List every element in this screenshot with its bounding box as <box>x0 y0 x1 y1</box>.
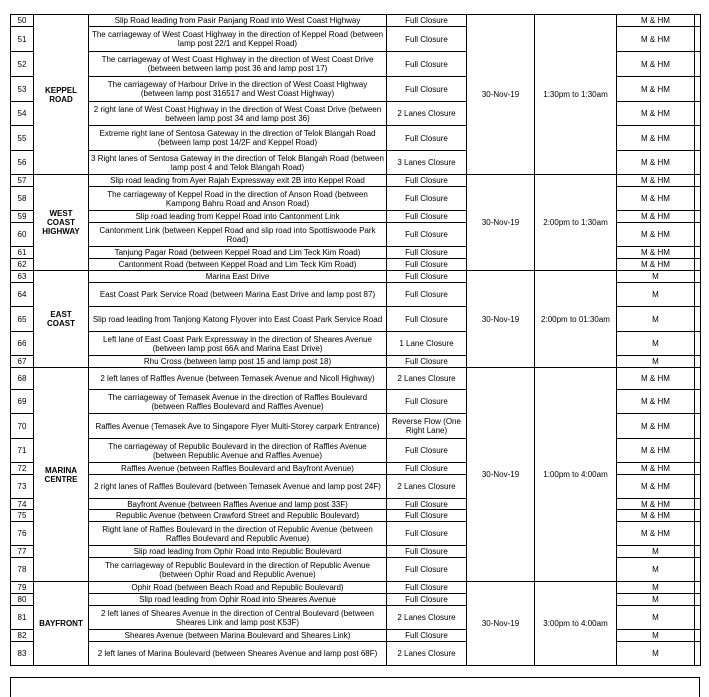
road-description: Raffles Avenue (between Raffles Boulevard and Bayfront Avenue) <box>89 463 387 475</box>
road-description: 2 left lanes of Marina Boulevard (between Sheares Avenue and lamp post 68F) <box>89 642 387 666</box>
row-number: 52 <box>11 52 34 77</box>
closure-time: 3:00pm to 4:00am <box>535 582 617 666</box>
road-description: Ophir Road (between Beach Road and Republic Boulevard) <box>89 582 387 594</box>
road-description: Rhu Cross (between lamp post 15 and lamp post 18) <box>89 356 387 368</box>
next-table-edge <box>10 677 700 697</box>
remarks: M & HM <box>617 211 695 223</box>
table-row <box>11 582 701 594</box>
row-number: 56 <box>11 151 34 175</box>
road-description: 2 right lane of West Coast Highway in the direction of West Coast Drive (between between lamp post 34 and lamp post 36) <box>89 102 387 126</box>
blank-cell <box>695 463 701 475</box>
road-description: Tanjung Pagar Road (between Keppel Road and Lim Teck Kim Road) <box>89 247 387 259</box>
blank-cell <box>695 582 701 594</box>
closure-type: Full Closure <box>387 582 467 594</box>
row-number: 64 <box>11 283 34 307</box>
row-number: 57 <box>11 175 34 187</box>
closure-date: 30-Nov-19 <box>467 582 535 666</box>
road-description: Extreme right lane of Sentosa Gateway in the direction of Telok Blangah Road (between lamp post 14/2F and Keppel Road) <box>89 126 387 151</box>
remarks: M & HM <box>617 522 695 546</box>
closure-type: Full Closure <box>387 630 467 642</box>
closure-type: 2 Lanes Closure <box>387 642 467 666</box>
road-description: Republic Avenue (between Crawford Street and Republic Boulevard) <box>89 510 387 522</box>
blank-cell <box>695 52 701 77</box>
blank-cell <box>695 390 701 414</box>
blank-cell <box>695 151 701 175</box>
road-description: The carriageway of Republic Boulevard in the direction of Raffles Avenue (between Republic Avenue and Raffles Avenue) <box>89 439 387 463</box>
remarks: M & HM <box>617 475 695 499</box>
road-description: The carriageway of West Coast Highway in the direction of West Coast Drive (between between lamp post 36 and lamp post 17) <box>89 52 387 77</box>
blank-cell <box>695 247 701 259</box>
closure-type: Full Closure <box>387 390 467 414</box>
row-number: 59 <box>11 211 34 223</box>
closure-type: Full Closure <box>387 307 467 332</box>
area-name: EAST COAST <box>34 271 89 368</box>
remarks: M & HM <box>617 27 695 52</box>
remarks: M & HM <box>617 77 695 102</box>
closure-type: Full Closure <box>387 187 467 211</box>
road-description: Sheares Avenue (between Marina Boulevard and Sheares Link) <box>89 630 387 642</box>
remarks: M & HM <box>617 187 695 211</box>
remarks: M <box>617 630 695 642</box>
road-description: Raffles Avenue (Temasek Ave to Singapore Flyer Multi-Storey carpark Entrance) <box>89 414 387 439</box>
blank-cell <box>695 414 701 439</box>
road-description: Cantonment Road (between Keppel Road and Lim Teck Kim Road) <box>89 259 387 271</box>
blank-cell <box>695 187 701 211</box>
remarks: M & HM <box>617 390 695 414</box>
blank-cell <box>695 15 701 27</box>
remarks: M & HM <box>617 102 695 126</box>
closure-time: 2:00pm to 1:30am <box>535 175 617 271</box>
row-number: 51 <box>11 27 34 52</box>
row-number: 66 <box>11 332 34 356</box>
blank-cell <box>695 368 701 390</box>
closure-type: Full Closure <box>387 247 467 259</box>
remarks: M <box>617 332 695 356</box>
row-number: 78 <box>11 558 34 582</box>
remarks: M & HM <box>617 259 695 271</box>
area-name: BAYFRONT <box>34 582 89 666</box>
blank-cell <box>695 558 701 582</box>
table-row <box>11 368 701 390</box>
table-body <box>11 15 701 666</box>
blank-cell <box>695 77 701 102</box>
blank-cell <box>695 332 701 356</box>
row-number: 55 <box>11 126 34 151</box>
closure-type: Full Closure <box>387 77 467 102</box>
blank-cell <box>695 356 701 368</box>
blank-cell <box>695 175 701 187</box>
row-number: 74 <box>11 499 34 510</box>
closure-type: Full Closure <box>387 439 467 463</box>
closure-type: 2 Lanes Closure <box>387 102 467 126</box>
closure-type: 1 Lane Closure <box>387 332 467 356</box>
blank-cell <box>695 307 701 332</box>
closure-type: Full Closure <box>387 126 467 151</box>
remarks: M <box>617 606 695 630</box>
closure-type: Full Closure <box>387 522 467 546</box>
row-number: 71 <box>11 439 34 463</box>
road-description: The carriageway of Temasek Avenue in the direction of Raffles Boulevard (between Raffles Boulevard and Raffles Avenue) <box>89 390 387 414</box>
blank-cell <box>695 499 701 510</box>
remarks: M & HM <box>617 439 695 463</box>
remarks: M <box>617 546 695 558</box>
row-number: 54 <box>11 102 34 126</box>
row-number: 77 <box>11 546 34 558</box>
row-number: 81 <box>11 606 34 630</box>
road-description: Cantonment Link (between Keppel Road and slip road into Spottiswoode Park Road) <box>89 223 387 247</box>
remarks: M <box>617 642 695 666</box>
road-description: East Coast Park Service Road (between Marina East Drive and lamp post 87) <box>89 283 387 307</box>
road-description: The carriageway of Republic Boulevard in the direction of Republic Avenue (between Ophir Road and Republic Avenue) <box>89 558 387 582</box>
road-description: Marina East Drive <box>89 271 387 283</box>
closure-date: 30-Nov-19 <box>467 368 535 582</box>
closure-type: Full Closure <box>387 546 467 558</box>
remarks: M & HM <box>617 52 695 77</box>
closure-type: Full Closure <box>387 175 467 187</box>
road-description: 2 left lanes of Sheares Avenue in the direction of Central Boulevard (between Sheares Link and lamp post K53F) <box>89 606 387 630</box>
closure-type: Full Closure <box>387 15 467 27</box>
road-description: Bayfront Avenue (between Raffles Avenue and lamp post 33F) <box>89 499 387 510</box>
blank-cell <box>695 439 701 463</box>
row-number: 60 <box>11 223 34 247</box>
blank-cell <box>695 27 701 52</box>
closure-type: Full Closure <box>387 594 467 606</box>
road-description: 2 right lanes of Raffles Boulevard (between Temasek Avenue and lamp post 24F) <box>89 475 387 499</box>
row-number: 70 <box>11 414 34 439</box>
closure-type: Full Closure <box>387 499 467 510</box>
road-description: The carriageway of Harbour Drive in the direction of West Coast Highway (between lamp post 316517 and West Coast Highway) <box>89 77 387 102</box>
blank-cell <box>695 259 701 271</box>
road-description: Left lane of East Coast Park Expressway in the direction of Sheares Avenue (between lamp post 66A and Marina East Drive) <box>89 332 387 356</box>
row-number: 73 <box>11 475 34 499</box>
closure-type: Full Closure <box>387 27 467 52</box>
closure-date: 30-Nov-19 <box>467 271 535 368</box>
closure-type: Full Closure <box>387 510 467 522</box>
closure-type: Full Closure <box>387 558 467 582</box>
remarks: M & HM <box>617 463 695 475</box>
table-row <box>11 15 701 27</box>
remarks: M & HM <box>617 414 695 439</box>
row-number: 50 <box>11 15 34 27</box>
area-name: KEPPEL ROAD <box>34 15 89 175</box>
remarks: M & HM <box>617 175 695 187</box>
row-number: 68 <box>11 368 34 390</box>
blank-cell <box>695 510 701 522</box>
closure-type: Full Closure <box>387 463 467 475</box>
row-number: 67 <box>11 356 34 368</box>
blank-cell <box>695 546 701 558</box>
row-number: 65 <box>11 307 34 332</box>
remarks: M & HM <box>617 510 695 522</box>
blank-cell <box>695 475 701 499</box>
closure-time: 1:30pm to 1:30am <box>535 15 617 175</box>
closure-type: Full Closure <box>387 271 467 283</box>
road-description: Slip Road leading from Pasir Panjang Road into West Coast Highway <box>89 15 387 27</box>
remarks: M <box>617 271 695 283</box>
remarks: M <box>617 283 695 307</box>
remarks: M & HM <box>617 247 695 259</box>
row-number: 62 <box>11 259 34 271</box>
area-name: WEST COAST HIGHWAY <box>34 175 89 271</box>
road-description: 2 left lanes of Raffles Avenue (between Temasek Avenue and Nicoll Highway) <box>89 368 387 390</box>
closure-type: 3 Lanes Closure <box>387 151 467 175</box>
row-number: 53 <box>11 77 34 102</box>
remarks: M <box>617 582 695 594</box>
closure-type: Full Closure <box>387 356 467 368</box>
closure-time: 2:00pm to 01:30am <box>535 271 617 368</box>
closure-type: 2 Lanes Closure <box>387 368 467 390</box>
row-number: 83 <box>11 642 34 666</box>
closure-date: 30-Nov-19 <box>467 15 535 175</box>
remarks: M & HM <box>617 499 695 510</box>
remarks: M <box>617 307 695 332</box>
blank-cell <box>695 223 701 247</box>
remarks: M & HM <box>617 223 695 247</box>
row-number: 72 <box>11 463 34 475</box>
closure-type: Reverse Flow (One Right Lane) <box>387 414 467 439</box>
blank-cell <box>695 594 701 606</box>
closure-type: 2 Lanes Closure <box>387 475 467 499</box>
remarks: M <box>617 558 695 582</box>
row-number: 80 <box>11 594 34 606</box>
blank-cell <box>695 271 701 283</box>
remarks: M & HM <box>617 368 695 390</box>
closure-time: 1:00pm to 4:00am <box>535 368 617 582</box>
table-row <box>11 175 701 187</box>
closure-type: Full Closure <box>387 211 467 223</box>
blank-cell <box>695 283 701 307</box>
blank-cell <box>695 630 701 642</box>
row-number: 82 <box>11 630 34 642</box>
road-description: Slip road leading from Ophir Road into Sheares Avenue <box>89 594 387 606</box>
remarks: M & HM <box>617 126 695 151</box>
road-description: Slip road leading from Ayer Rajah Expressway exit 2B into Keppel Road <box>89 175 387 187</box>
road-description: Right lane of Raffles Boulevard in the direction of Republic Avenue (between Raffles Boulevard and Republic Avenue) <box>89 522 387 546</box>
remarks: M <box>617 594 695 606</box>
road-description: Slip road leading from Ophir Road into Republic Boulevard <box>89 546 387 558</box>
blank-cell <box>695 126 701 151</box>
row-number: 76 <box>11 522 34 546</box>
road-description: The carriageway of Keppel Road in the direction of Anson Road (between Kampong Bahru Road and Anson Road) <box>89 187 387 211</box>
area-name: MARINA CENTRE <box>34 368 89 582</box>
table-row <box>11 271 701 283</box>
row-number: 79 <box>11 582 34 594</box>
remarks: M & HM <box>617 151 695 175</box>
closure-type: Full Closure <box>387 283 467 307</box>
blank-cell <box>695 642 701 666</box>
remarks: M <box>617 356 695 368</box>
row-number: 63 <box>11 271 34 283</box>
closure-type: Full Closure <box>387 223 467 247</box>
road-description: Slip road leading from Keppel Road into Cantonment Link <box>89 211 387 223</box>
road-description: The carriageway of West Coast Highway in the direction of Keppel Road (between lamp post 22/1 and Keppel Road) <box>89 27 387 52</box>
row-number: 58 <box>11 187 34 211</box>
closure-date: 30-Nov-19 <box>467 175 535 271</box>
blank-cell <box>695 102 701 126</box>
closure-type: 2 Lanes Closure <box>387 606 467 630</box>
row-number: 69 <box>11 390 34 414</box>
closure-type: Full Closure <box>387 52 467 77</box>
road-closure-table <box>10 14 701 666</box>
blank-cell <box>695 606 701 630</box>
remarks: M & HM <box>617 15 695 27</box>
road-description: 3 Right lanes of Sentosa Gateway in the direction of Telok Blangah Road (between lamp post 4 and Telok Blangah Road) <box>89 151 387 175</box>
closure-type: Full Closure <box>387 259 467 271</box>
blank-cell <box>695 522 701 546</box>
blank-cell <box>695 211 701 223</box>
row-number: 61 <box>11 247 34 259</box>
row-number: 75 <box>11 510 34 522</box>
road-description: Slip road leading from Tanjong Katong Flyover into East Coast Park Service Road <box>89 307 387 332</box>
